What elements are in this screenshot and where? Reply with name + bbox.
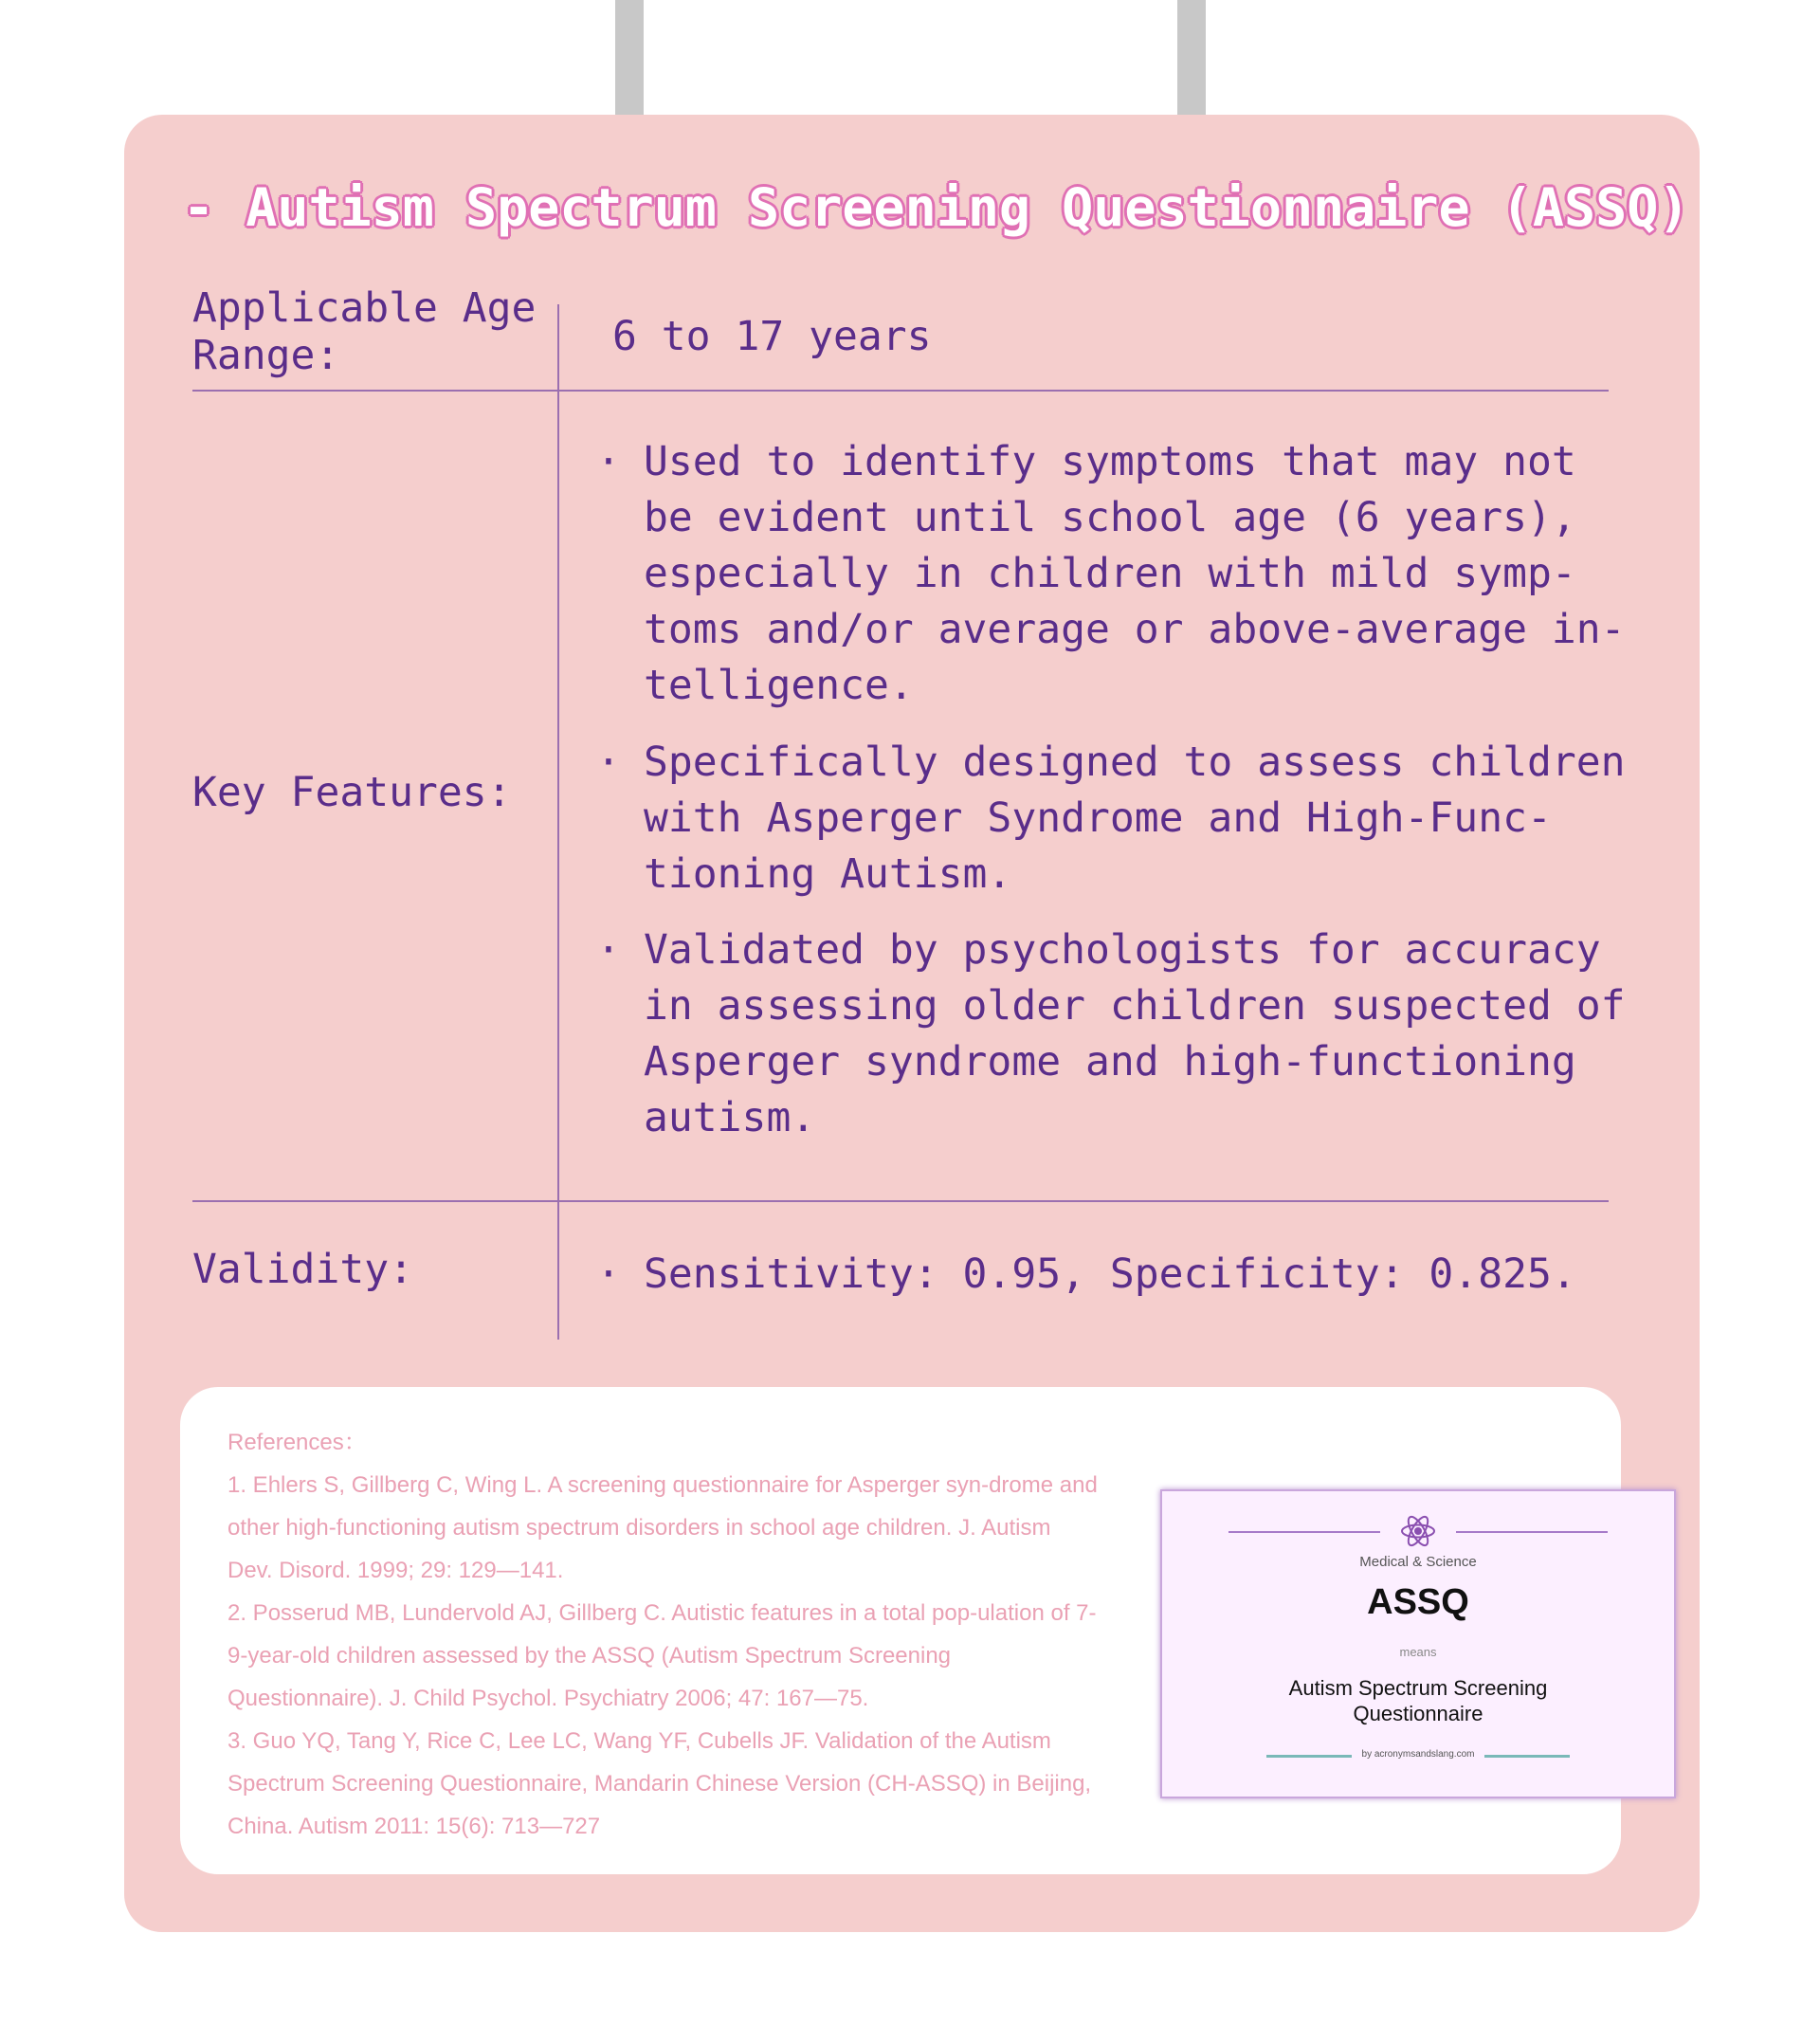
table-row-divider <box>192 390 1609 392</box>
validity-value: Sensitivity: 0.95, Specificity: 0.825. <box>644 1250 1576 1298</box>
table-row-divider <box>192 1200 1609 1202</box>
bullet-icon: · <box>596 739 621 786</box>
feature-text: Used to identify symptoms that may not be evident until school age (6 years), especially in children with mild symp-toms and/or average or above-average in-telligence. <box>644 438 1626 709</box>
thumbnail-means: means <box>1399 1645 1437 1659</box>
bullet-icon: · <box>596 1250 621 1298</box>
validity-item <box>596 1247 1629 1303</box>
key-features-label: Key Features: <box>192 769 512 816</box>
bullet-icon: · <box>596 926 621 974</box>
feature-text: Validated by psychologists for accuracy in assessing older children suspected of Asperger syndrome and high-functioning autism. <box>644 926 1626 1141</box>
hanger-bar-right <box>1177 0 1206 116</box>
feature-item <box>596 922 1629 1146</box>
thumbnail-rule <box>1228 1531 1380 1533</box>
feature-text: Specifically designed to assess children with Asperger Syndrome and High-Func-tioning Autism. <box>644 739 1626 898</box>
acronym-thumbnail-image <box>1160 1489 1676 1798</box>
feature-item <box>596 434 1629 714</box>
bullet-icon: · <box>596 438 621 485</box>
references-list <box>228 1421 1100 1848</box>
card-title: - Autism Spectrum Screening Questionnaire (ASSQ) <box>183 177 1690 238</box>
references-box <box>180 1387 1621 1874</box>
reference-item: 1. Ehlers S, Gillberg C, Wing L. A screening questionnaire for Asperger syn-drome and other high-functioning autism spectrum disorders in school age children. J. Autism Dev. Disord. 1999; 29: 129—141. <box>228 1472 1098 1583</box>
references-heading: References： <box>228 1430 367 1455</box>
thumbnail-full-name: Autism Spectrum Screening Questionnaire <box>1288 1676 1548 1725</box>
thumbnail-site: by acronymsandslang.com <box>1361 1749 1475 1760</box>
atom-icon <box>1399 1512 1437 1550</box>
validity-label: Validity: <box>192 1246 413 1293</box>
hanger-bar-left <box>615 0 644 116</box>
thumbnail-abbreviation: ASSQ <box>1367 1582 1469 1622</box>
feature-item <box>596 735 1629 903</box>
reference-item: 3. Guo YQ, Tang Y, Rice C, Lee LC, Wang YF, Cubells JF. Validation of the Autism Spectrum Screening Questionnaire, Mandarin Chinese Version (CH-ASSQ) in Beijing, China. Autism 2011: 15(6): 713—727 <box>228 1728 1092 1839</box>
thumbnail-rule <box>1456 1531 1608 1533</box>
info-card <box>124 115 1700 1932</box>
table-column-divider <box>557 304 559 1340</box>
thumbnail-category: Medical & Science <box>1359 1554 1477 1570</box>
age-range-value: 6 to 17 years <box>612 313 932 360</box>
age-range-label: Applicable Age Range: <box>192 284 537 379</box>
reference-item: 2. Posserud MB, Lundervold AJ, Gillberg C. Autistic features in a total pop-ulation of 7-9-year-old children assessed by the ASSQ (Autism Spectrum Screening Questionnaire). J. Child Psychol. Psychiatry 2006; 47: 167—75. <box>228 1600 1097 1711</box>
